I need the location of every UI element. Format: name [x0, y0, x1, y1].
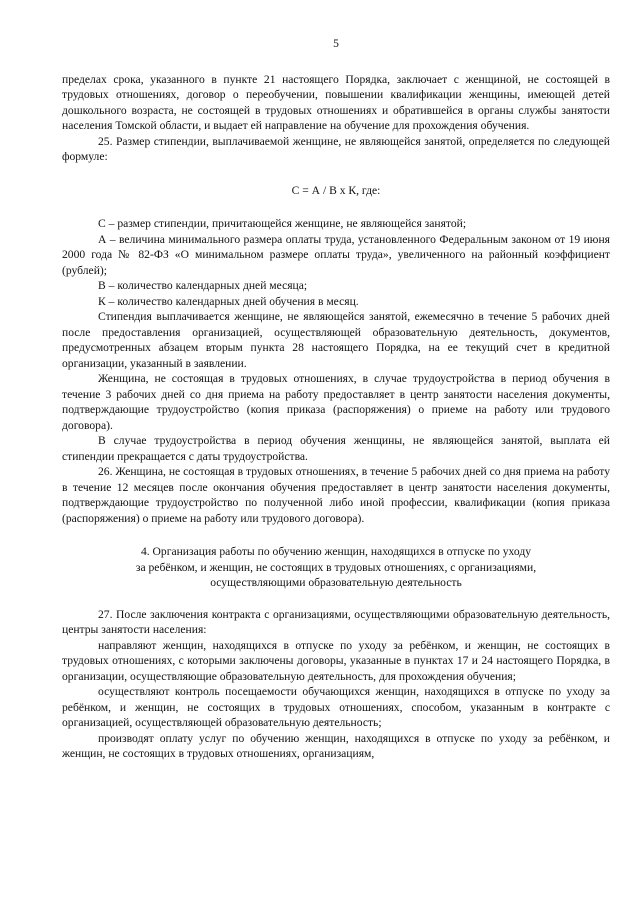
formula-definition-a: А – величина минимального размера оплаты труда, установленного Федеральным законом от 19 июня 2000 года № 82-ФЗ «О минимальном размере оплаты труда», увеличенного на районный коэффициент (рублей); [62, 232, 610, 277]
paragraph-payment-services: производят оплату услуг по обучению женщин, находящихся в отпуске по уходу за ребёнком, и женщин, не состоящих в трудовых отношениях, организациям, [62, 731, 610, 760]
section-heading-line: за ребёнком, и женщин, не состоящих в трудовых отношениях, с организациями, [135, 560, 537, 574]
formula-definition-c: С – размер стипендии, причитающейся женщине, не являющейся занятой; [98, 217, 467, 230]
paragraph-item-27: 27. После заключения контракта с организациями, осуществляющими образовательную деятельность, центры занятости населения: [62, 607, 610, 636]
paragraph-item-26: 26. Женщина, не состоящая в трудовых отношениях, в течение 5 рабочих дней со дня приема на работу в течение 12 месяцев после окончания обучения предоставляет в центр занятости населения документы, подтверждающие трудоустройство по полученной либо иной профессии, квалификации (копия приказа (распоряжения) о приеме на работу или трудового договора). [62, 465, 610, 525]
paragraph-stipend-termination: В случае трудоустройства в период обучения женщины, не являющейся занятой, выплата ей стипендии прекращается с даты трудоустройства. [62, 434, 610, 463]
formula-definition-b: В – количество календарных дней месяца; [98, 279, 308, 292]
section-heading-line: осуществляющими образовательную деятельность [210, 576, 462, 589]
paragraph-attendance-control: осуществляют контроль посещаемости обучающихся женщин, находящихся в отпуске по уходу за ребёнком, и женщин, не состоящих в трудовых отношениях, способом, указанным в контракте с организацией, осуществляющей образовательную деятельность; [62, 685, 610, 729]
section-heading-line: 4. Организация работы по обучению женщин, находящихся в отпуске по уходу [140, 545, 532, 558]
paragraph-send-women: направляют женщин, находящихся в отпуске по уходу за ребёнком, и женщин, не состоящих в трудовых отношениях, с которыми заключены договоры, указанные в пунктах 17 и 24 настоящего Порядка, в организации, осуществляющие образовательную деятельность, для прохождения обучения; [62, 638, 610, 683]
stipend-formula: С = А / В x К, где: [291, 183, 381, 197]
page-number: 5 [333, 37, 339, 50]
section-heading [62, 544, 610, 591]
paragraph-item-25: 25. Размер стипендии, выплачиваемой женщине, не являющейся занятой, определяется по следующей формуле: [62, 134, 610, 163]
paragraph-employment-documents: Женщина, не состоящая в трудовых отношениях, в случае трудоустройства в период обучения в течение 3 рабочих дней со дня приема на работу предоставляет в центр занятости населения документы, подтверждающие трудоустройство (копия приказа (распоряжения) о приеме на работу или трудового договора). [62, 372, 610, 432]
formula-definition-k: К – количество календарных дней обучения в месяц. [98, 294, 359, 308]
paragraph-stipend-payment: Стипендия выплачивается женщине, не являющейся занятой, ежемесячно в течение 5 рабочих дней после предоставления организацией, осуществляющей образовательную деятельность, документов, предусмотренных абзацем вторым пункта 28 настоящего Порядка, на ее текущий счет в кредитной организации, указанный в заявлении. [62, 310, 610, 370]
paragraph-continuation: пределах срока, указанного в пункте 21 настоящего Порядка, заключает с женщиной, не состоящей в трудовых отношениях, договор о переобучении, повышении квалификации женщины, имеющей детей дошкольного возраста, не состоящей в трудовых отношениях и обратившейся в органы службы занятости населения Томской области, и выдает ей направление на обучение для прохождения обучения. [62, 72, 610, 132]
